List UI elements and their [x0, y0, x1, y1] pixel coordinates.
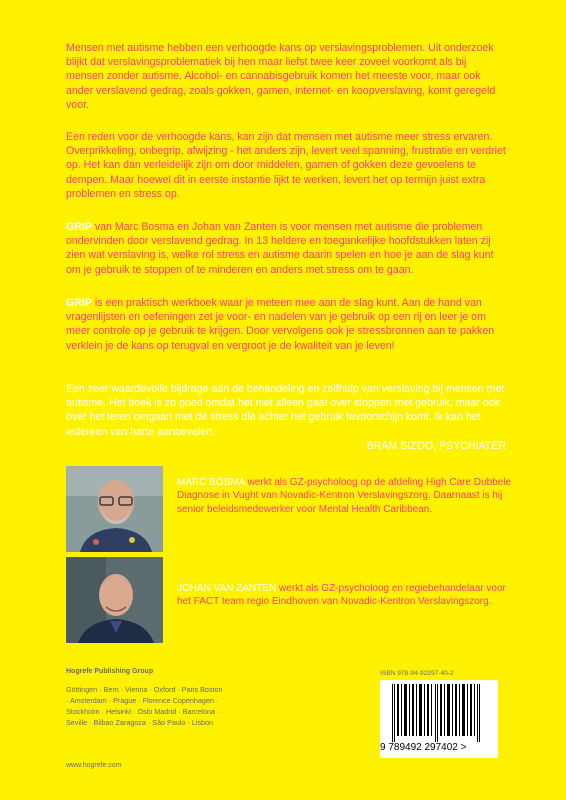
grip-title: GRIP	[66, 221, 92, 233]
grip-workbook-paragraph: GRIP is een praktisch werkboek waar je meteen mee aan de slag kunt. Aan de hand van vragenlijsten en oefeningen zet je voor- en nadelen van je gebruik op een rij en leer je om meer controle op je gebruik te krijgen. Door vervolgens ook je stressbronnen aan te pakken verklein je de kans op terugval en vergroot je de kwaliteit van je leven!	[66, 297, 495, 352]
intro-paragraph: Mensen met autisme hebben een verhoogde kans op verslavingsproblemen. Uit onderzoek blijkt dat verslavingsproblematiek bij hen maar liefst twee keer zoveel voorkomt als bij mensen zonder autisme. Alcohol- en cannabisgebruik komen het meeste voor, maar ook ander verslavend gedrag, zoals gokken, gamen, internet- en koopverslaving, komt geregeld voor.	[66, 42, 496, 111]
publisher-name: Hogrefe Publishing Group	[66, 668, 154, 675]
publisher-url: www.hogrefe.com	[66, 762, 122, 769]
barcode-digits: 9 789492 297402 >	[380, 742, 467, 753]
author-name: MARC BOSMA	[177, 477, 245, 488]
author-name: JOHAN VAN ZANTEN	[177, 583, 277, 594]
author-photo-marc-bosma	[66, 466, 163, 552]
grip-title: GRIP	[66, 297, 92, 309]
barcode	[380, 680, 498, 758]
barcode-bars	[380, 680, 498, 742]
author-photo-johan-van-zanten	[66, 557, 163, 643]
quote-author: BRAM SIZOO, PSYCHIATER	[366, 440, 506, 452]
isbn-label: ISBN 978-94-92297-40-2	[380, 670, 454, 677]
publisher-cities: Göttingen · Bern · Vienna · Oxford · Paris Boston · Amsterdam · Prague · Florence Copenhagen · Stockholm · Helsinki · Oslo Madrid · Barcelona · Seville · Bilbao Zaragoza · São Paulo · Lisbon	[66, 685, 223, 727]
review-quote: Een zeer waardevolle bijdrage aan de behandeling en zelfhulp van verslaving bij mensen met autisme. Het boek is zo goed omdat het niet alleen gaat over stoppen met gebruik, maar ook over het leren omgaan met de stress die achter het gebruik tevoorschijn komt. Ik kan het iedereen van harte aanbevelen.	[66, 383, 505, 438]
grip-description-paragraph: GRIP van Marc Bosma en Johan van Zanten is voor mensen met autisme die problemen ondervinden door verslavend gedrag. In 13 heldere en toegankelijke hoofdstukken laten zij zien wat verslaving is, welke rol stress en autisme daarin spelen en hoe je aan de slag kunt om je gebruik te stoppen of te minderen en anders met stress om te gaan.	[66, 221, 494, 276]
author-bio-marc-bosma: MARC BOSMA werkt als GZ-psycholoog op de afdeling High Care Dubbele Diagnose in Vught van Novadic-Kentron Verslavingszorg. Daarnaast is hij senior beleidsmedewerker voor Mental Health Caribbean.	[177, 477, 512, 515]
stress-paragraph: Een reden voor de verhoogde kans, kan zijn dat mensen met autisme meer stress ervaren. Overprikkeling, onbegrip, afwijzing - het anders zijn, levert veel spanning, frustratie en verdriet op. Het kan dan verleidelijk zijn om door middelen, gamen of gokken deze gevoelens te dempen. Maar hoewel dit in eerste instantie lijkt te werken, levert het op termijn juist extra problemen en stress op.	[66, 131, 506, 200]
author-bio-johan-van-zanten: JOHAN VAN ZANTEN werkt als GZ-psycholoog en regiebehandelaar voor het FACT team regio Eindhoven van Novadic-Kentron Verslavingszorg.	[177, 583, 506, 608]
